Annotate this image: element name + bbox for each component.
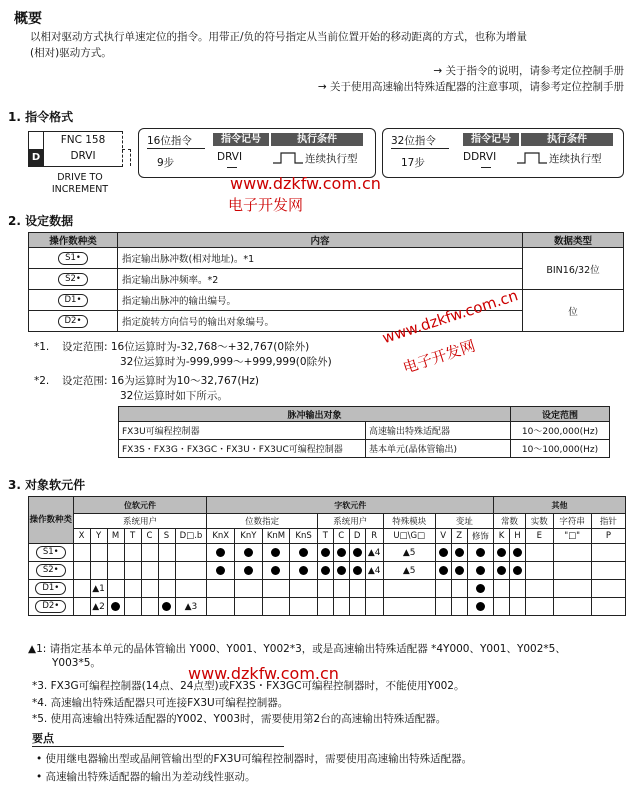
device-cell xyxy=(591,544,625,562)
range-value: 10～100,000(Hz) xyxy=(511,440,610,458)
setting-data-table xyxy=(28,232,624,332)
operand-badge: D1• xyxy=(35,582,66,595)
device-cell xyxy=(525,562,553,580)
device-col-header: P xyxy=(591,529,625,544)
sym-16: DRVI xyxy=(217,151,243,163)
device-cell xyxy=(591,562,625,580)
section3-title: 3. 对象软元件 xyxy=(8,478,86,492)
th-type: 数据类型 xyxy=(523,233,624,248)
device-cell xyxy=(73,562,90,580)
supported-dot xyxy=(321,548,330,557)
device-cell xyxy=(107,562,124,580)
operand-badge: D1• xyxy=(58,294,89,307)
sym-32: DDRVI xyxy=(463,151,497,163)
device-cell xyxy=(365,598,383,616)
device-cell xyxy=(90,598,107,616)
device-cell xyxy=(349,598,365,616)
device-col-header: R xyxy=(365,529,383,544)
device-col-header: S xyxy=(158,529,175,544)
device-cell xyxy=(451,544,467,562)
caption-line1: DRIVE TO xyxy=(57,172,103,183)
fnc-number: FNC 158 xyxy=(60,134,106,146)
device-cell xyxy=(207,598,235,616)
device-cell xyxy=(435,580,451,598)
device-cell xyxy=(510,598,526,616)
reference-link-1[interactable]: → 关于指令的说明，请参考定位控制手册 xyxy=(433,65,624,77)
device-cell xyxy=(175,562,207,580)
device-cell xyxy=(317,580,333,598)
supported-dot xyxy=(299,548,308,557)
device-col-header: KnM xyxy=(262,529,290,544)
cond-32: 连续执行型 xyxy=(549,153,602,165)
supported-dot xyxy=(513,548,522,557)
device-col-header: X xyxy=(73,529,90,544)
cond-header-32: 执行条件 xyxy=(521,133,613,146)
watermark-url-rotated: www.dzkfw.com.cn xyxy=(380,286,521,348)
sym-header-32: 指令记号 xyxy=(463,133,519,146)
device-cell xyxy=(317,544,333,562)
device-table xyxy=(28,496,626,616)
device-cell xyxy=(317,598,333,616)
section2-title: 2. 设定数据 xyxy=(8,214,74,228)
device-row xyxy=(29,562,626,580)
cond-header-16: 执行条件 xyxy=(271,133,363,146)
device-cell xyxy=(435,562,451,580)
device-cell xyxy=(365,580,383,598)
device-cell xyxy=(262,580,290,598)
supported-dot xyxy=(299,566,308,575)
supported-dot xyxy=(439,548,448,557)
supported-dot xyxy=(497,548,506,557)
device-cell xyxy=(365,544,383,562)
operand-badge: S2• xyxy=(36,564,66,577)
device-cell xyxy=(207,544,235,562)
device-cell xyxy=(553,562,591,580)
supported-dot xyxy=(216,566,225,575)
device-cell xyxy=(262,562,290,580)
device-cell xyxy=(510,544,526,562)
supported-dot xyxy=(216,548,225,557)
table-row xyxy=(29,290,624,311)
device-cell xyxy=(175,580,207,598)
range-plc: FX3S・FX3G・FX3GC・FX3U・FX3UC可编程控制器 xyxy=(119,440,366,458)
device-cell xyxy=(124,562,141,580)
points-title: 要点 xyxy=(32,732,54,745)
device-cell xyxy=(451,580,467,598)
device-cell xyxy=(262,598,290,616)
device-cell xyxy=(383,598,435,616)
point-2-text: 高速输出特殊适配器的输出为差动线性驱动。 xyxy=(45,771,256,783)
th-op-type: 操作数种类 xyxy=(29,497,74,544)
device-cell xyxy=(175,544,207,562)
note2-line-b: 32位运算时如下所示。 xyxy=(120,390,228,402)
point-2: • 高速输出特殊适配器的输出为差动线性驱动。 xyxy=(36,771,256,783)
conditional-mark: ▲4 xyxy=(367,547,381,558)
device-cell xyxy=(467,598,494,616)
device-cell xyxy=(333,544,349,562)
instruction-symbol xyxy=(28,131,128,171)
note2-label: *2. xyxy=(34,375,50,387)
device-cell xyxy=(175,598,207,616)
note2-line-a: 设定范围: 16为运算时为10～32,767(Hz) xyxy=(62,375,259,387)
device-cell xyxy=(383,562,435,580)
conditional-mark: ▲3 xyxy=(184,601,198,612)
pulse-icon xyxy=(517,151,547,165)
note-a1-line1: ▲1: 请指定基本单元的晶体管输出 Y000、Y001、Y002*3，或是高速输出特殊适配器 *4Y000、Y001、Y002*5、 xyxy=(28,643,566,655)
device-cell xyxy=(207,562,235,580)
device-col-header: KnY xyxy=(235,529,263,544)
device-cell xyxy=(349,544,365,562)
th-string: 字符串 xyxy=(553,514,591,529)
device-cell xyxy=(467,544,494,562)
device-cell xyxy=(158,580,175,598)
supported-dot xyxy=(476,602,485,611)
device-cell xyxy=(158,562,175,580)
device-cell xyxy=(467,580,494,598)
supported-dot xyxy=(476,548,485,557)
supported-dot xyxy=(476,566,485,575)
device-row xyxy=(29,580,626,598)
device-cell xyxy=(383,544,435,562)
th-operand: 操作数种类 xyxy=(29,233,118,248)
supported-dot xyxy=(439,566,448,575)
data-type-cell: BIN16/32位 xyxy=(523,248,624,290)
note1-line-a: 设定范围: 16位运算时为-32,768～+32,767(0除外) xyxy=(62,341,310,353)
supported-dot xyxy=(353,566,362,575)
device-row xyxy=(29,544,626,562)
device-cell xyxy=(290,580,318,598)
range-plc: FX3U可编程控制器 xyxy=(119,422,366,440)
cond-16: 连续执行型 xyxy=(305,153,358,165)
steps-16: 9步 xyxy=(157,157,175,169)
steps-32: 17步 xyxy=(401,157,425,169)
note-4: *4. 高速输出特殊适配器只可连接FX3U可编程控制器。 xyxy=(32,697,289,709)
device-cell xyxy=(107,544,124,562)
th-other: 其他 xyxy=(494,497,626,514)
device-cell xyxy=(494,562,510,580)
device-col-header: K xyxy=(494,529,510,544)
device-cell xyxy=(553,598,591,616)
section1-title: 1. 指令格式 xyxy=(8,110,74,124)
device-col-header: "□" xyxy=(553,529,591,544)
device-cell xyxy=(435,544,451,562)
conditional-mark: ▲1 xyxy=(92,583,105,594)
supported-dot xyxy=(162,602,171,611)
operand-badge: S1• xyxy=(58,252,88,265)
operand-badge: D2• xyxy=(35,600,66,613)
row-content: 指定输出脉冲的输出编号。 xyxy=(118,290,523,311)
operand-badge: S1• xyxy=(36,546,66,559)
device-cell xyxy=(235,562,263,580)
device-cell xyxy=(525,580,553,598)
device-cell xyxy=(207,580,235,598)
point-1-text: 使用继电器输出型或晶闸管输出型的FX3U可编程控制器时，需要使用高速输出特殊适配器。 xyxy=(45,753,473,765)
device-cell xyxy=(494,580,510,598)
caption-line2: INCREMENT xyxy=(51,184,109,195)
device-cell xyxy=(73,580,90,598)
th-content: 内容 xyxy=(118,233,523,248)
th-range: 设定范围 xyxy=(511,407,610,422)
th-bit-device: 位软元件 xyxy=(73,497,207,514)
device-col-header: H xyxy=(510,529,526,544)
sym-header-16: 指令记号 xyxy=(213,133,269,146)
device-cell xyxy=(494,598,510,616)
data-type-cell: 位 xyxy=(523,290,624,332)
device-col-header: C xyxy=(141,529,158,544)
th-sys-user-2: 系统用户 xyxy=(317,514,383,529)
device-col-header: E xyxy=(525,529,553,544)
device-cell xyxy=(141,580,158,598)
device-col-header: 修饰 xyxy=(467,529,494,544)
device-cell xyxy=(73,598,90,616)
device-cell xyxy=(349,580,365,598)
watermark-cn: 电子开发网 xyxy=(228,196,304,214)
supported-dot xyxy=(337,566,346,575)
range-value: 10～200,000(Hz) xyxy=(511,422,610,440)
device-cell xyxy=(158,598,175,616)
row-content: 指定输出脉冲数(相对地址)。*1 xyxy=(118,248,523,269)
point-1: • 使用继电器输出型或晶闸管输出型的FX3U可编程控制器时，需要使用高速输出特殊适配器。 xyxy=(36,753,473,765)
device-cell xyxy=(90,562,107,580)
watermark-url: www.dzkfw.com.cn xyxy=(230,174,381,193)
device-col-header: D□.b xyxy=(175,529,207,544)
device-cell xyxy=(107,580,124,598)
watermark-cn-rotated: 电子开发网 xyxy=(400,336,478,378)
device-cell xyxy=(141,598,158,616)
device-cell xyxy=(107,598,124,616)
device-cell xyxy=(349,562,365,580)
overview-title: 概要 xyxy=(14,11,42,27)
device-cell xyxy=(158,544,175,562)
device-cell xyxy=(467,562,494,580)
th-pulse-target: 脉冲输出对象 xyxy=(119,407,511,422)
supported-dot xyxy=(321,566,330,575)
device-col-header: D xyxy=(349,529,365,544)
device-cell xyxy=(494,544,510,562)
device-cell xyxy=(90,580,107,598)
device-cell xyxy=(525,544,553,562)
supported-dot xyxy=(244,548,253,557)
device-cell xyxy=(333,598,349,616)
bits-32-label: 32位指令 xyxy=(391,133,449,149)
device-cell xyxy=(141,544,158,562)
overview-line1: 以相对驱动方式执行单速定位的指令。用带正/负的符号指定从当前位置开始的移动距离的方式，也称为增量 xyxy=(30,31,528,43)
device-col-header: KnS xyxy=(290,529,318,544)
th-word-device: 字软元件 xyxy=(207,497,494,514)
note-3: *3. FX3G可编程控制器(14点、24点型)或FX3S・FX3GC可编程控制器时，不能使用Y002。 xyxy=(32,680,465,692)
instruction-caption xyxy=(40,172,120,196)
device-col-header: T xyxy=(317,529,333,544)
device-cell xyxy=(73,544,90,562)
supported-dot xyxy=(271,548,280,557)
watermark-url-bottom: www.dzkfw.com.cn xyxy=(188,664,339,683)
box-32bit xyxy=(382,128,624,178)
device-cell xyxy=(333,562,349,580)
conditional-mark: ▲2 xyxy=(92,601,105,612)
device-col-header: T xyxy=(124,529,141,544)
supported-dot xyxy=(244,566,253,575)
device-col-header: V xyxy=(435,529,451,544)
note1-line-b: 32位运算时为-999,999～+999,999(0除外) xyxy=(120,356,332,368)
device-cell xyxy=(451,598,467,616)
conditional-mark: ▲4 xyxy=(367,565,381,576)
device-cell xyxy=(235,598,263,616)
supported-dot xyxy=(497,566,506,575)
table-row xyxy=(29,248,624,269)
supported-dot xyxy=(476,584,485,593)
device-col-header: C xyxy=(333,529,349,544)
supported-dot xyxy=(271,566,280,575)
device-cell xyxy=(510,580,526,598)
supported-dot xyxy=(455,566,464,575)
device-cell xyxy=(591,598,625,616)
device-cell xyxy=(383,580,435,598)
table-row xyxy=(119,422,610,440)
note-5: *5. 使用高速输出特殊适配器的Y002、Y003时，需要使用第2台的高速输出特殊适配器。 xyxy=(32,713,447,725)
operand-badge: S2• xyxy=(58,273,88,286)
device-cell xyxy=(553,580,591,598)
device-cell xyxy=(290,544,318,562)
row-content: 指定输出脉冲频率。*2 xyxy=(118,269,523,290)
th-const: 常数 xyxy=(494,514,526,529)
device-col-header: U□\G□ xyxy=(383,529,435,544)
device-cell xyxy=(124,598,141,616)
box-16bit xyxy=(138,128,376,178)
th-index: 变址 xyxy=(435,514,493,529)
device-cell xyxy=(124,544,141,562)
d-prefix-box: D xyxy=(28,149,44,167)
pulse-icon xyxy=(273,151,303,165)
device-col-header: KnX xyxy=(207,529,235,544)
device-cell xyxy=(290,562,318,580)
conditional-mark: ▲5 xyxy=(402,565,416,576)
device-cell xyxy=(290,598,318,616)
note1-label: *1. xyxy=(34,341,50,353)
device-cell xyxy=(365,562,383,580)
row-content: 指定旋转方向信号的输出对象编号。 xyxy=(118,311,523,332)
instruction-mnemonic: DRVI xyxy=(70,150,96,162)
bits-16-label: 16位指令 xyxy=(147,133,205,149)
device-cell xyxy=(525,598,553,616)
th-sys-user-1: 系统用户 xyxy=(73,514,207,529)
device-cell xyxy=(553,544,591,562)
supported-dot xyxy=(337,548,346,557)
supported-dot xyxy=(513,566,522,575)
device-cell xyxy=(90,544,107,562)
device-cell xyxy=(317,562,333,580)
range-table xyxy=(118,406,610,458)
device-col-header: Z xyxy=(451,529,467,544)
conditional-mark: ▲5 xyxy=(402,547,416,558)
overview-line2: (相对)驱动方式。 xyxy=(30,47,112,59)
device-col-header: Y xyxy=(90,529,107,544)
device-cell xyxy=(510,562,526,580)
supported-dot xyxy=(455,548,464,557)
th-pointer: 指针 xyxy=(591,514,625,529)
device-cell xyxy=(333,580,349,598)
device-cell xyxy=(451,562,467,580)
device-row xyxy=(29,598,626,616)
operand-badge: D2• xyxy=(58,315,89,328)
device-cell xyxy=(235,580,263,598)
range-target: 基本单元(晶体管输出) xyxy=(366,440,511,458)
range-target: 高速输出特殊适配器 xyxy=(366,422,511,440)
table-row xyxy=(119,440,610,458)
device-cell xyxy=(235,544,263,562)
reference-link-2[interactable]: → 关于使用高速输出特殊适配器的注意事项，请参考定位控制手册 xyxy=(317,81,624,93)
th-special: 特殊模块 xyxy=(383,514,435,529)
supported-dot xyxy=(353,548,362,557)
device-cell xyxy=(141,562,158,580)
supported-dot xyxy=(111,602,120,611)
device-cell xyxy=(262,544,290,562)
device-col-header: M xyxy=(107,529,124,544)
th-digit: 位数指定 xyxy=(207,514,317,529)
note-a1-line2: Y003*5。 xyxy=(52,657,101,669)
device-cell xyxy=(435,598,451,616)
device-cell xyxy=(124,580,141,598)
th-real: 实数 xyxy=(525,514,553,529)
device-cell xyxy=(591,580,625,598)
